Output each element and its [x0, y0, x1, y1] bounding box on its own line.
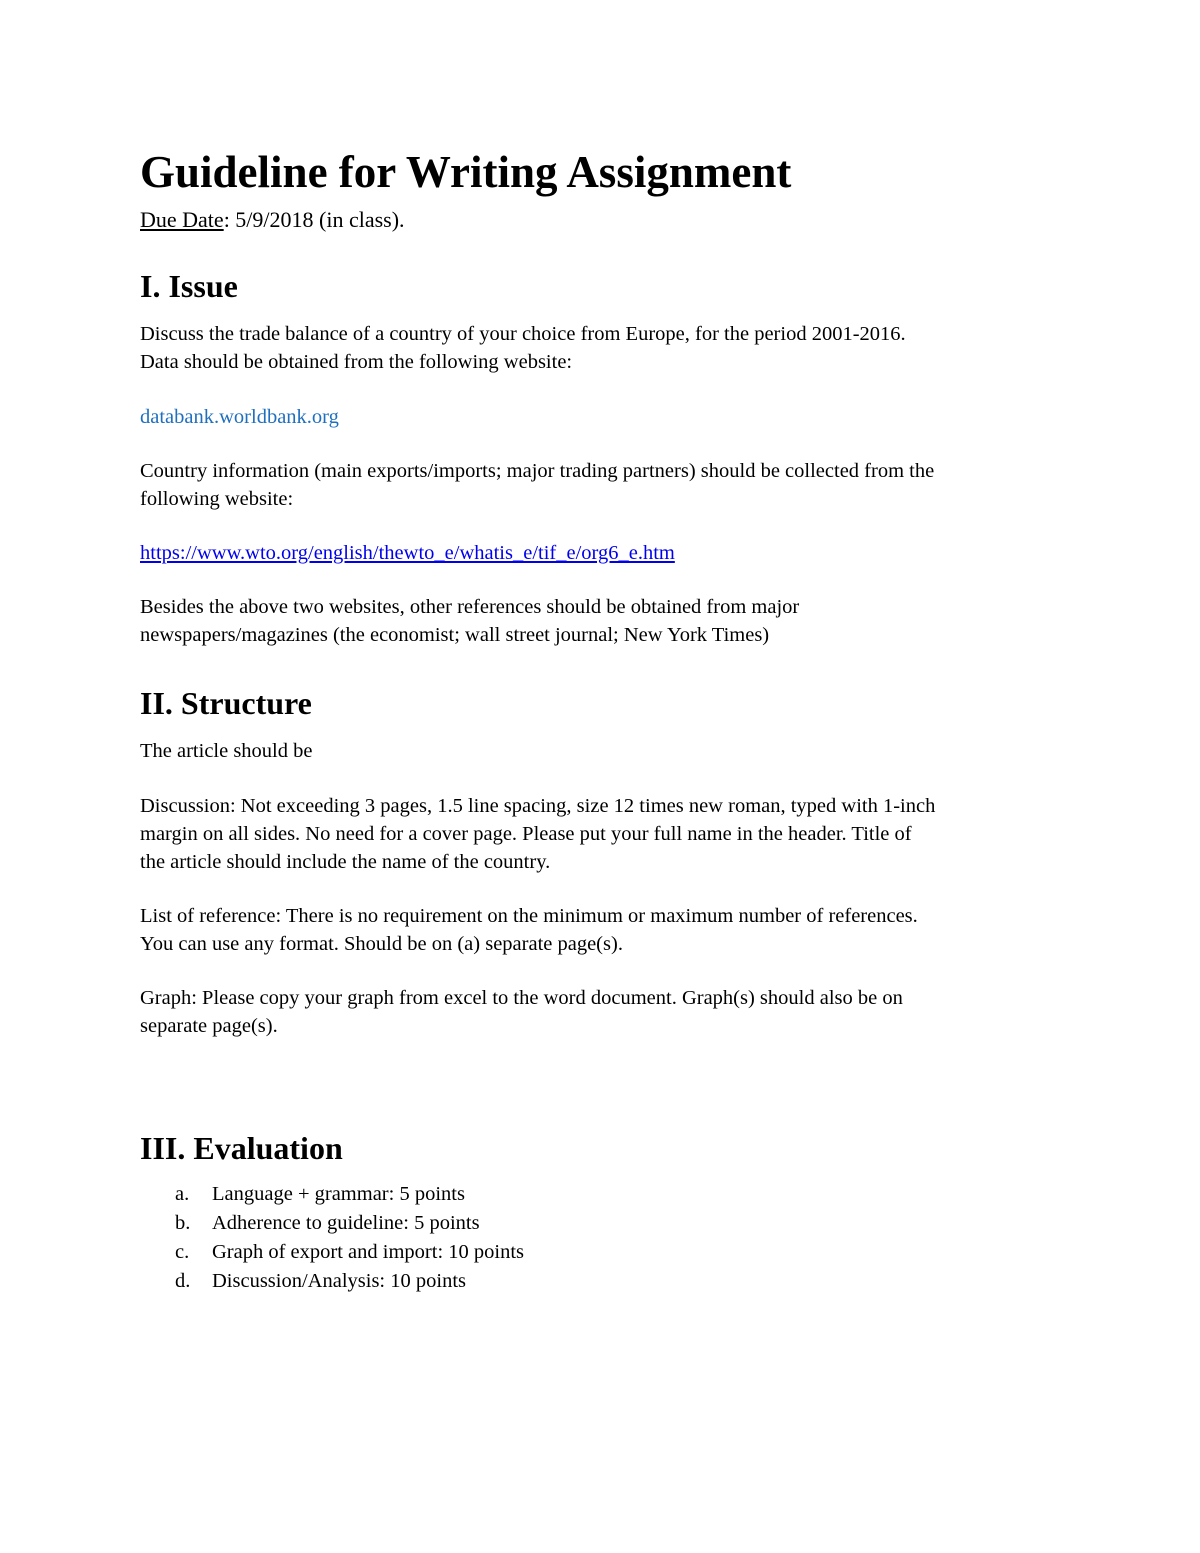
references-line-1: Besides the above two websites, other references should be obtained from major	[140, 596, 800, 618]
structure-intro: The article should be	[140, 740, 313, 762]
document-title: Guideline for Writing Assignment	[140, 147, 792, 197]
list-item-marker: a.	[175, 1183, 190, 1205]
discussion-line-1: Discussion: Not exceeding 3 pages, 1.5 line spacing, size 12 times new roman, typed with 1-inch	[140, 795, 936, 817]
list-item-text: Discussion/Analysis: 10 points	[212, 1270, 466, 1292]
list-item	[140, 1209, 1060, 1238]
country-info-paragraph	[140, 457, 1060, 513]
list-item-text: Language + grammar: 5 points	[212, 1183, 465, 1205]
issue-paragraph-line-1: Discuss the trade balance of a country of your choice from Europe, for the period 2001-2016.	[140, 323, 906, 345]
country-info-line-2: following website:	[140, 488, 294, 510]
references-paragraph	[140, 593, 1060, 649]
list-item-text: Graph of export and import: 10 points	[212, 1241, 525, 1263]
graph-line-1: Graph: Please copy your graph from excel to the word document. Graph(s) should also be on	[140, 987, 903, 1009]
due-date-value: : 5/9/2018 (in class).	[223, 207, 405, 232]
worldbank-link-line	[140, 403, 1060, 431]
evaluation-list	[140, 1180, 1060, 1296]
worldbank-link[interactable]: databank.worldbank.org	[140, 406, 339, 428]
due-date-label: Due Date	[140, 207, 224, 232]
reference-list-paragraph	[140, 902, 1060, 958]
reference-list-line-2: You can use any format. Should be on (a) separate page(s).	[140, 933, 623, 955]
list-item	[140, 1180, 1060, 1209]
section-heading-evaluation: III. Evaluation	[140, 1130, 343, 1166]
list-item-marker: b.	[175, 1212, 191, 1234]
section-heading-structure: II. Structure	[140, 685, 312, 721]
list-item	[140, 1267, 1060, 1296]
wto-link[interactable]: https://www.wto.org/english/thewto_e/whatis_e/tif_e/org6_e.htm	[140, 542, 675, 564]
list-item-marker: d.	[175, 1270, 191, 1292]
graph-line-2: separate page(s).	[140, 1015, 278, 1037]
due-date-line	[140, 206, 1060, 234]
reference-list-line-1: List of reference: There is no requirement on the minimum or maximum number of references.	[140, 905, 918, 927]
list-item	[140, 1238, 1060, 1267]
section-heading-issue: I. Issue	[140, 268, 238, 304]
discussion-line-3: the article should include the name of the country.	[140, 851, 551, 873]
list-item-text: Adherence to guideline: 5 points	[212, 1212, 480, 1234]
references-line-2: newspapers/magazines (the economist; wall street journal; New York Times)	[140, 624, 770, 646]
discussion-line-2: margin on all sides. No need for a cover page. Please put your full name in the header. Title of	[140, 823, 912, 845]
issue-paragraph	[140, 320, 1060, 376]
graph-paragraph	[140, 984, 1060, 1040]
wto-link-line	[140, 539, 1060, 567]
list-item-marker: c.	[175, 1241, 190, 1263]
discussion-paragraph	[140, 792, 1060, 876]
country-info-line-1: Country information (main exports/imports; major trading partners) should be collected from the	[140, 460, 935, 482]
issue-paragraph-line-2: Data should be obtained from the following website:	[140, 351, 573, 373]
document-page	[140, 140, 1060, 1296]
